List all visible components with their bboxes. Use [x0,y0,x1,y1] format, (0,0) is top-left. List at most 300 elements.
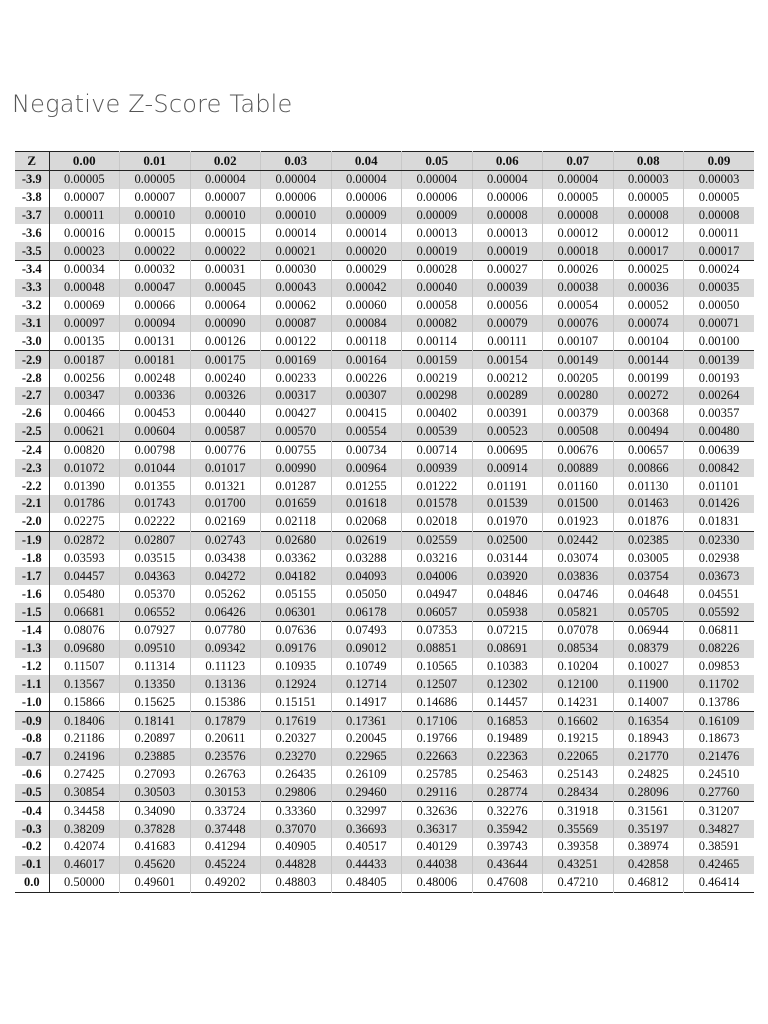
probability-cell: 0.01101 [698,478,740,493]
probability-cell: 0.40129 [402,838,473,856]
probability-cell: 0.00040 [402,279,473,297]
probability-cell: 0.14686 [402,693,473,711]
probability-cell: 0.04363 [120,567,191,585]
probability-cell: 0.09176 [261,640,332,658]
probability-cell: 0.20897 [120,730,191,748]
probability-cell: 0.12507 [402,675,473,693]
table-row [15,261,754,279]
probability-cell: 0.00025 [613,261,684,279]
probability-cell: 0.01618 [331,495,402,513]
header-cell: 0.08 [613,152,684,171]
probability-cell: 0.45224 [190,856,261,874]
probability-cell: 0.37448 [190,820,261,838]
probability-cell: 0.00008 [543,207,614,225]
probability-cell: 0.00453 [120,405,191,423]
table-row [15,712,754,730]
probability-cell: 0.19766 [402,730,473,748]
probability-cell: 0.06178 [331,603,402,621]
probability-cell: 0.00022 [190,242,261,260]
probability-cell: 0.00004 [331,170,402,188]
probability-cell: 0.42858 [613,856,684,874]
probability-cell: 0.00118 [331,332,402,350]
probability-cell: 0.00226 [331,369,402,387]
probability-cell: 0.01321 [190,477,261,495]
probability-cell: 0.19489 [472,730,543,748]
probability-cell: 0.02938 [698,550,740,565]
probability-cell: 0.07636 [261,621,332,639]
probability-cell: 0.00005 [120,170,191,188]
probability-cell: 0.33724 [190,802,261,820]
probability-cell: 0.00013 [402,224,473,242]
probability-cell: 0.00008 [472,207,543,225]
probability-cell: 0.13567 [49,675,120,693]
probability-cell: 0.42074 [49,838,120,856]
probability-cell: 0.00289 [472,387,543,405]
probability-cell: 0.43644 [472,856,543,874]
table-row [15,748,754,766]
probability-cell: 0.08851 [402,640,473,658]
probability-cell: 0.33360 [261,802,332,820]
probability-cell: 0.00087 [261,315,332,333]
probability-cell: 0.00466 [49,405,120,423]
probability-cell: 0.00008 [684,207,755,225]
probability-cell: 0.01426 [684,495,755,513]
z-value-cell: -1.6 [15,585,49,603]
probability-cell: 0.01017 [190,459,261,477]
table-row [15,441,754,459]
probability-cell: 0.00012 [543,224,614,242]
table-row [15,369,754,387]
probability-cell: 0.00005 [613,189,684,207]
probability-cell: 0.00062 [261,297,332,315]
probability-cell: 0.00082 [402,315,473,333]
probability-cell: 0.01255 [331,477,402,495]
probability-cell: 0.12302 [472,675,543,693]
probability-cell: 0.02743 [190,531,261,549]
probability-cell: 0.00889 [543,459,614,477]
probability-cell: 0.27093 [120,766,191,784]
probability-cell: 0.00100 [698,333,740,348]
probability-cell: 0.06681 [49,603,120,621]
probability-cell: 0.00013 [472,224,543,242]
probability-cell: 0.10204 [543,658,614,676]
probability-cell: 0.00017 [613,242,684,260]
probability-cell: 0.46414 [698,875,740,890]
probability-cell: 0.04846 [472,585,543,603]
probability-cell: 0.22663 [402,748,473,766]
probability-cell: 0.00523 [472,423,543,441]
table-row [15,838,754,856]
header-cell: 0.06 [472,152,543,171]
probability-cell: 0.15866 [49,693,120,711]
z-value-cell: -0.3 [15,820,49,838]
probability-cell: 0.00307 [331,387,402,405]
probability-cell: 0.49601 [120,874,191,892]
probability-cell: 0.03005 [613,550,684,568]
probability-cell: 0.01463 [613,495,684,513]
z-value-cell: -0.1 [15,856,49,874]
probability-cell: 0.05480 [49,585,120,603]
probability-cell: 0.01831 [698,514,740,529]
probability-cell: 0.00248 [120,369,191,387]
probability-cell: 0.16354 [613,712,684,730]
probability-cell: 0.00604 [120,423,191,441]
probability-cell: 0.25143 [543,766,614,784]
probability-cell: 0.26763 [190,766,261,784]
probability-cell: 0.00240 [190,369,261,387]
probability-cell: 0.06552 [120,603,191,621]
probability-cell: 0.04272 [190,567,261,585]
probability-cell: 0.48405 [331,874,402,892]
header-cell: 0.03 [261,152,332,171]
z-value-cell: -3.3 [15,279,49,297]
probability-cell: 0.00015 [190,224,261,242]
probability-cell: 0.02559 [402,531,473,549]
probability-cell: 0.00015 [120,224,191,242]
table-row [15,621,754,639]
probability-cell: 0.00069 [49,297,120,315]
probability-cell: 0.00114 [402,332,473,350]
probability-cell: 0.00111 [472,332,543,350]
probability-cell: 0.00368 [613,405,684,423]
probability-cell: 0.02619 [331,531,402,549]
probability-cell: 0.23270 [261,748,332,766]
table-row [15,477,754,495]
probability-cell: 0.14457 [472,693,543,711]
probability-cell: 0.35197 [613,820,684,838]
probability-cell: 0.03144 [472,550,543,568]
probability-cell: 0.15151 [261,693,332,711]
probability-cell: 0.00021 [261,242,332,260]
probability-cell: 0.47210 [543,874,614,892]
probability-cell: 0.50000 [49,874,120,892]
probability-cell: 0.00272 [613,387,684,405]
probability-cell: 0.17619 [261,712,332,730]
z-value-cell: -2.1 [15,495,49,513]
z-value-cell: -0.6 [15,766,49,784]
probability-cell: 0.04006 [402,567,473,585]
probability-cell: 0.00023 [49,242,120,260]
table-row [15,189,754,207]
probability-cell: 0.28434 [543,784,614,802]
probability-cell: 0.17879 [190,712,261,730]
probability-cell: 0.44433 [331,856,402,874]
probability-cell: 0.00014 [331,224,402,242]
probability-cell: 0.00054 [543,297,614,315]
probability-cell: 0.00043 [261,279,332,297]
probability-cell: 0.00175 [190,351,261,369]
probability-cell: 0.00508 [543,423,614,441]
probability-cell: 0.42465 [684,856,755,874]
table-row [15,802,754,820]
table-row [15,297,754,315]
probability-cell: 0.24510 [698,767,740,782]
probability-cell: 0.01355 [120,477,191,495]
probability-cell: 0.00005 [698,190,740,205]
probability-cell: 0.28774 [472,784,543,802]
probability-cell: 0.00440 [190,405,261,423]
table-row [15,405,754,423]
probability-cell: 0.03074 [543,550,614,568]
z-value-cell: -1.8 [15,550,49,568]
probability-cell: 0.05592 [684,603,755,621]
z-value-cell: -2.8 [15,369,49,387]
probability-cell: 0.00391 [472,405,543,423]
probability-cell: 0.00048 [49,279,120,297]
probability-cell: 0.03362 [261,550,332,568]
table-row [15,315,754,333]
probability-cell: 0.00219 [402,369,473,387]
probability-cell: 0.00024 [684,261,755,279]
probability-cell: 0.00379 [543,405,614,423]
probability-cell: 0.07780 [190,621,261,639]
probability-cell: 0.29116 [402,784,473,802]
z-value-cell: -0.5 [15,784,49,802]
probability-cell: 0.00695 [472,441,543,459]
probability-cell: 0.09680 [49,640,120,658]
probability-cell: 0.00027 [472,261,543,279]
probability-cell: 0.00570 [261,423,332,441]
probability-cell: 0.00326 [190,387,261,405]
z-value-cell: -3.9 [15,170,49,188]
probability-cell: 0.00494 [613,423,684,441]
probability-cell: 0.00019 [472,242,543,260]
probability-cell: 0.26109 [331,766,402,784]
z-value-cell: 0.0 [15,874,49,892]
probability-cell: 0.00104 [613,332,684,350]
probability-cell: 0.48803 [261,874,332,892]
probability-cell: 0.21476 [684,748,755,766]
probability-cell: 0.00047 [120,279,191,297]
probability-cell: 0.01578 [402,495,473,513]
probability-cell: 0.34827 [684,820,755,838]
probability-cell: 0.41683 [120,838,191,856]
z-value-cell: -0.4 [15,802,49,820]
table-header [15,152,754,171]
probability-cell: 0.03438 [190,550,261,568]
probability-cell: 0.00587 [190,423,261,441]
probability-cell: 0.00539 [402,423,473,441]
table-row [15,874,754,892]
probability-cell: 0.00026 [543,261,614,279]
probability-cell: 0.00126 [190,332,261,350]
probability-cell: 0.00038 [543,279,614,297]
probability-cell: 0.01659 [261,495,332,513]
probability-cell: 0.07078 [543,621,614,639]
probability-cell: 0.00256 [49,369,120,387]
probability-cell: 0.20045 [331,730,402,748]
table-row [15,603,754,621]
probability-cell: 0.02500 [472,531,543,549]
probability-cell: 0.00212 [472,369,543,387]
probability-cell: 0.38974 [613,838,684,856]
table-row [15,730,754,748]
probability-cell: 0.37828 [120,820,191,838]
probability-cell: 0.07493 [331,621,402,639]
table-row [15,693,754,711]
probability-cell: 0.18406 [49,712,120,730]
probability-cell: 0.00205 [543,369,614,387]
z-value-cell: -1.7 [15,567,49,585]
probability-cell: 0.31207 [684,802,755,820]
probability-cell: 0.02385 [613,531,684,549]
probability-cell: 0.00233 [261,369,332,387]
probability-cell: 0.00280 [543,387,614,405]
probability-cell: 0.31918 [543,802,614,820]
probability-cell: 0.00107 [543,332,614,350]
probability-cell: 0.09510 [120,640,191,658]
probability-cell: 0.06944 [613,621,684,639]
z-value-cell: -3.7 [15,207,49,225]
table-row [15,242,754,260]
probability-cell: 0.00964 [331,459,402,477]
probability-cell: 0.01191 [472,477,543,495]
probability-cell: 0.43251 [543,856,614,874]
probability-cell: 0.32276 [472,802,543,820]
probability-cell: 0.10749 [331,658,402,676]
probability-cell: 0.00480 [684,423,755,441]
probability-cell: 0.01390 [49,477,120,495]
header-cell: 0.05 [402,152,473,171]
probability-cell: 0.00034 [49,261,120,279]
probability-cell: 0.31561 [613,802,684,820]
table-row [15,513,754,531]
probability-cell: 0.01044 [120,459,191,477]
probability-cell: 0.05155 [261,585,332,603]
probability-cell: 0.22363 [472,748,543,766]
probability-cell: 0.14231 [543,693,614,711]
probability-cell: 0.00006 [402,189,473,207]
probability-cell: 0.02118 [261,513,332,531]
probability-cell: 0.05705 [613,603,684,621]
z-value-cell: -1.3 [15,640,49,658]
probability-cell: 0.11702 [684,675,755,693]
table-row [15,531,754,549]
probability-cell: 0.24196 [49,748,120,766]
probability-cell: 0.12714 [331,675,402,693]
probability-cell: 0.00076 [543,315,614,333]
probability-cell: 0.00050 [698,298,740,313]
table-row [15,351,754,369]
probability-cell: 0.06057 [402,603,473,621]
z-value-cell: -2.7 [15,387,49,405]
probability-cell: 0.32636 [402,802,473,820]
probability-cell: 0.00798 [120,441,191,459]
probability-cell: 0.27760 [684,784,755,802]
probability-cell: 0.00357 [698,406,740,421]
probability-cell: 0.00090 [190,315,261,333]
probability-cell: 0.00007 [190,189,261,207]
probability-cell: 0.00074 [613,315,684,333]
table-row [15,459,754,477]
probability-cell: 0.00159 [402,351,473,369]
probability-cell: 0.12100 [543,675,614,693]
probability-cell: 0.29806 [261,784,332,802]
probability-cell: 0.13350 [120,675,191,693]
probability-cell: 0.03216 [402,550,473,568]
header-cell: 0.07 [543,152,614,171]
z-value-cell: -2.6 [15,405,49,423]
z-score-table [15,151,754,893]
probability-cell: 0.01072 [49,459,120,477]
probability-cell: 0.00427 [261,405,332,423]
probability-cell: 0.01222 [402,477,473,495]
probability-cell: 0.02330 [684,531,755,549]
probability-cell: 0.22065 [543,748,614,766]
z-value-cell: -0.2 [15,838,49,856]
probability-cell: 0.38209 [49,820,120,838]
probability-cell: 0.00939 [402,459,473,477]
probability-cell: 0.30153 [190,784,261,802]
table-row [15,170,754,188]
probability-cell: 0.29460 [331,784,402,802]
probability-cell: 0.01743 [120,495,191,513]
probability-cell: 0.00135 [49,332,120,350]
probability-cell: 0.08691 [472,640,543,658]
probability-cell: 0.00006 [261,189,332,207]
probability-cell: 0.18141 [120,712,191,730]
probability-cell: 0.03593 [49,550,120,568]
probability-cell: 0.15386 [190,693,261,711]
probability-cell: 0.00144 [613,351,684,369]
probability-cell: 0.07215 [472,621,543,639]
probability-cell: 0.39743 [472,838,543,856]
probability-cell: 0.10565 [402,658,473,676]
probability-cell: 0.00003 [613,170,684,188]
probability-cell: 0.00060 [331,297,402,315]
probability-cell: 0.00007 [49,189,120,207]
probability-cell: 0.00010 [120,207,191,225]
z-value-cell: -1.2 [15,658,49,676]
probability-cell: 0.01923 [543,513,614,531]
table-row [15,332,754,350]
probability-cell: 0.02068 [331,513,402,531]
probability-cell: 0.00084 [331,315,402,333]
probability-cell: 0.44828 [261,856,332,874]
header-row [15,152,754,171]
probability-cell: 0.00004 [261,170,332,188]
z-value-cell: -3.1 [15,315,49,333]
table-row [15,279,754,297]
probability-cell: 0.00149 [543,351,614,369]
probability-cell: 0.35569 [543,820,614,838]
probability-cell: 0.30503 [120,784,191,802]
probability-cell: 0.00657 [613,441,684,459]
probability-cell: 0.08379 [613,640,684,658]
probability-cell: 0.39358 [543,838,614,856]
probability-cell: 0.00402 [402,405,473,423]
z-value-cell: -1.0 [15,693,49,711]
z-value-cell: -3.6 [15,224,49,242]
probability-cell: 0.00003 [684,170,755,188]
table-body [15,170,754,892]
probability-cell: 0.02275 [49,513,120,531]
probability-cell: 0.01130 [613,477,684,495]
probability-cell: 0.00008 [613,207,684,225]
probability-cell: 0.00154 [472,351,543,369]
probability-cell: 0.40905 [261,838,332,856]
probability-cell: 0.20327 [261,730,332,748]
table-row [15,387,754,405]
probability-cell: 0.00005 [49,170,120,188]
probability-cell: 0.41294 [190,838,261,856]
probability-cell: 0.04457 [49,567,120,585]
probability-cell: 0.16602 [543,712,614,730]
probability-cell: 0.01500 [543,495,614,513]
z-value-cell: -3.4 [15,261,49,279]
probability-cell: 0.32997 [331,802,402,820]
probability-cell: 0.06301 [261,603,332,621]
